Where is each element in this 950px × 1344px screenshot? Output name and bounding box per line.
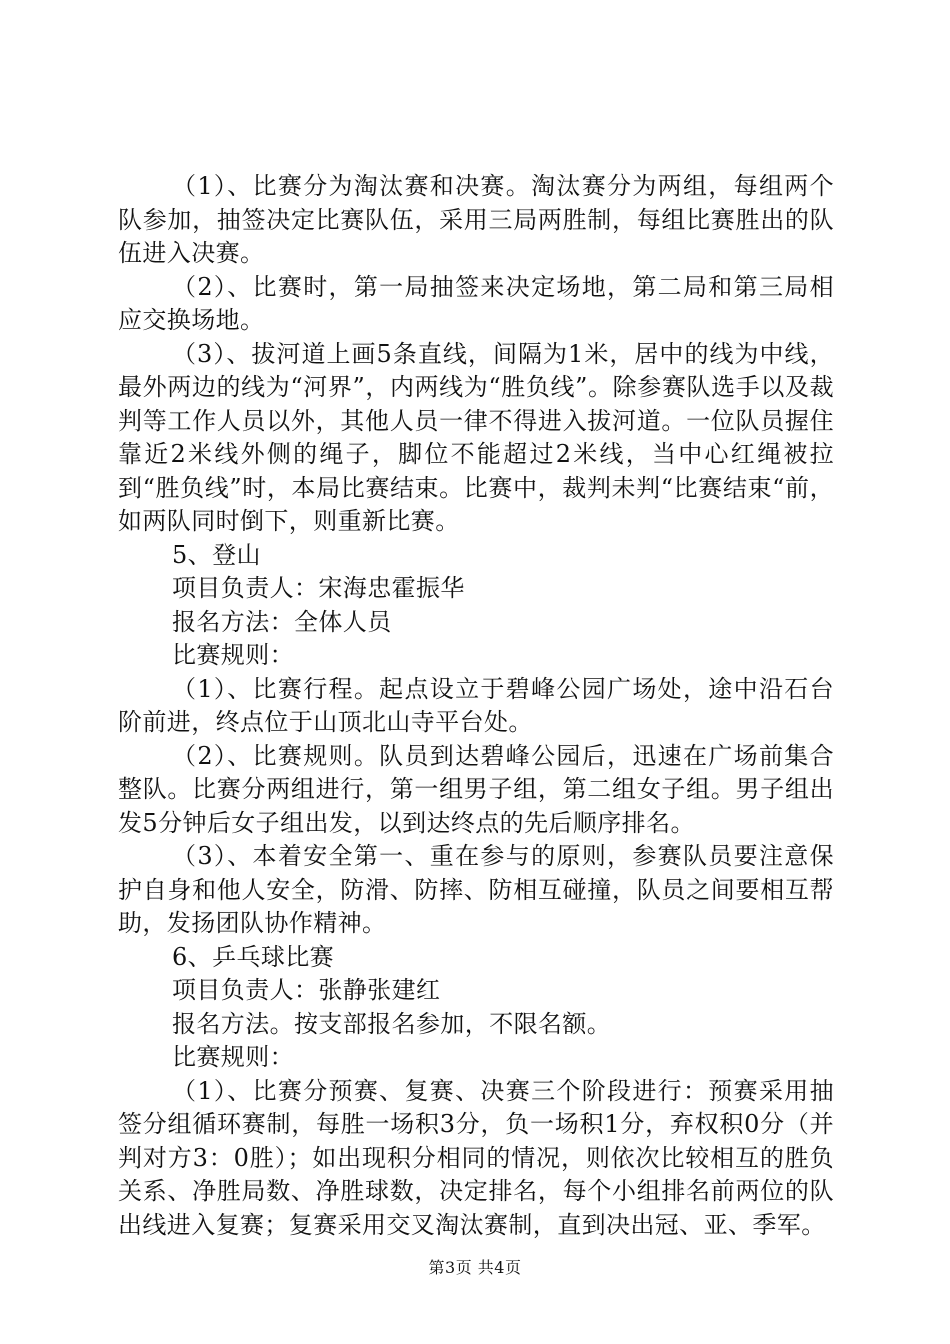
section-heading-table-tennis: 6、乒乓球比赛 xyxy=(172,942,335,971)
paragraph-hiking-rule-3: （3）、本着安全第一、重在参与的原则，参赛队员要注意保护自身和他人安全，防滑、防摔、防相互碰撞，队员之间要相互帮助，发扬团队协作精神。 xyxy=(118,842,834,937)
document-body xyxy=(118,170,834,1242)
paragraph-hiking-rule-1: （1）、比赛行程。起点设立于碧峰公园广场处，途中沿石台阶前进，终点位于山顶北山寺平台处。 xyxy=(118,674,834,736)
paragraph-table-tennis-rule-1: （1）、比赛分预赛、复赛、决赛三个阶段进行：预赛采用抽签分组循环赛制，每胜一场积3分，负一场积1分，弃权积0分（并判对方3：0胜）；如出现积分相同的情况，则依次比较相互的胜负关系、净胜局数、净胜球数，决定排名，每个小组排名前两位的队出线进入复赛；复赛采用交叉淘汰赛制，直到决出冠、亚、季军。 xyxy=(118,1076,834,1239)
paragraph-tug-rule-3: （3）、拔河道上画5条直线，间隔为1米，居中的线为中线，最外两边的线为“河界”，内两线为“胜负线”。除参赛队选手以及裁判等工作人员以外，其他人员一律不得进入拔河道。一位队员握住靠近2米线外侧的绳子，脚位不能超过2米线，当中心红绳被拉到“胜负线”时，本局比赛结束。比赛中，裁判未判“比赛结束“前，如两队同时倒下，则重新比赛。 xyxy=(118,339,834,535)
hiking-registration: 报名方法：全体人员 xyxy=(172,607,392,636)
paragraph-tug-rule-1: （1）、比赛分为淘汰赛和决赛。淘汰赛分为两组，每组两个队参加，抽签决定比赛队伍，采用三局两胜制，每组比赛胜出的队伍进入决赛。 xyxy=(118,172,834,267)
page-footer: 第3页 共4页 xyxy=(428,1258,522,1277)
paragraph-tug-rule-2: （2）、比赛时，第一局抽签来决定场地，第二局和第三局相应交换场地。 xyxy=(118,272,834,334)
table-tennis-project-lead: 项目负责人：张静张建红 xyxy=(172,976,441,1004)
table-tennis-rules-heading: 比赛规则： xyxy=(172,1043,294,1071)
table-tennis-registration: 报名方法。按支部报名参加，不限名额。 xyxy=(172,1009,612,1038)
section-heading-hiking: 5、登山 xyxy=(172,540,261,569)
hiking-rules-heading: 比赛规则： xyxy=(172,641,294,669)
hiking-project-lead: 项目负责人：宋海忠霍振华 xyxy=(172,574,465,602)
paragraph-hiking-rule-2: （2）、比赛规则。队员到达碧峰公园后，迅速在广场前集合整队。比赛分两组进行，第一组男子组，第二组女子组。男子组出发5分钟后女子组出发，以到达终点的先后顺序排名。 xyxy=(118,741,834,837)
